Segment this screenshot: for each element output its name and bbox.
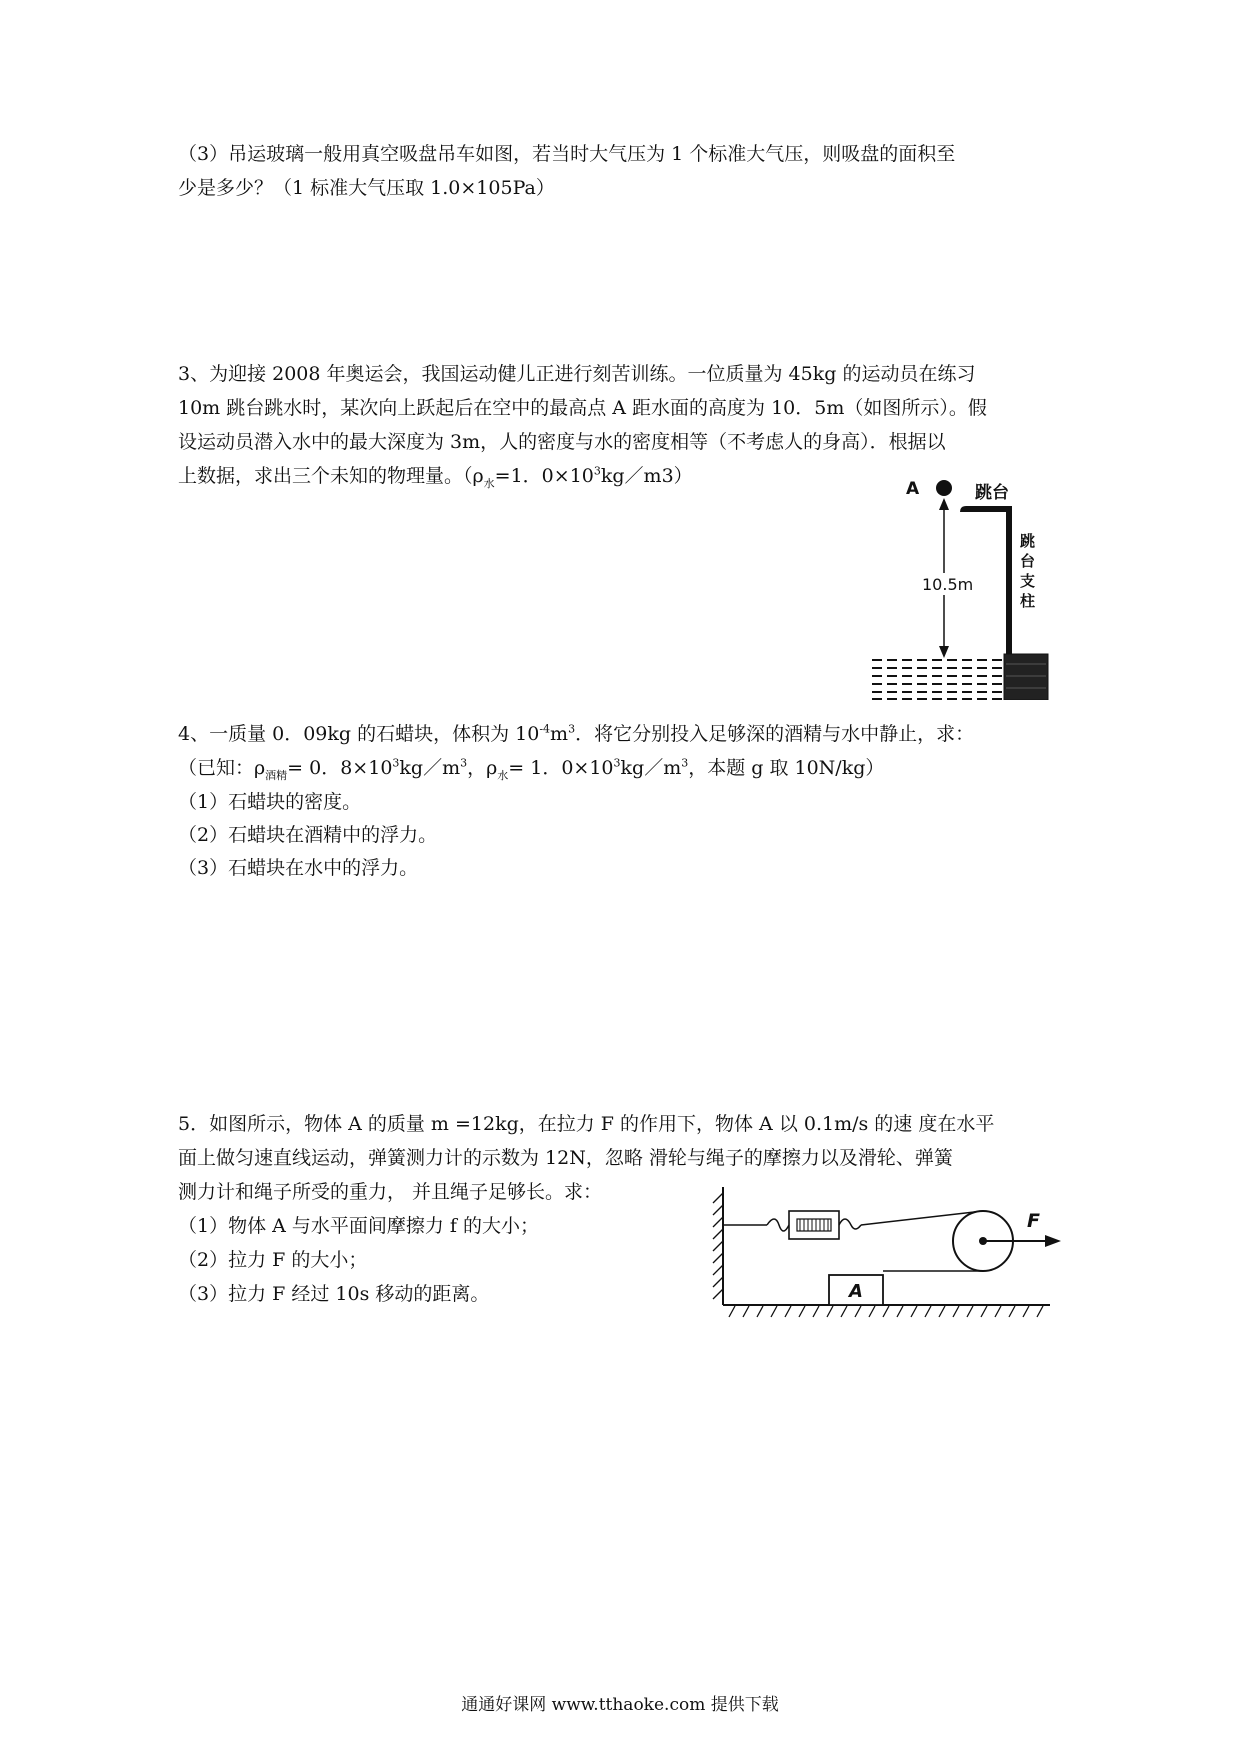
q3-line4 (178, 464, 693, 488)
q4-line1-sup: -4 (539, 722, 551, 736)
q4-line2-a: （已知：ρ (178, 757, 266, 779)
q4-line2-sup4: 3 (681, 756, 689, 770)
q4-line1 (178, 722, 974, 746)
q5-line2: 面上做匀速直线运动，弹簧测力计的示数为 12N，忽略 滑轮与绳子的摩擦力以及滑轮、弹簧 (178, 1147, 953, 1169)
platform-base (1004, 654, 1048, 700)
support-label-1: 跳 (1020, 532, 1036, 550)
q4-part1: （1）石蜡块的密度。 (178, 791, 362, 813)
q4-line2-e: = 1．0×10 (508, 757, 614, 779)
q4-line1-post: ．将它分别投入足够深的酒精与水中静止，求： (575, 723, 975, 745)
q4-line2-sup1: 3 (392, 756, 400, 770)
q5-line1: 5．如图所示，物体 A 的质量 m =12kg，在拉力 F 的作用下，物体 A 以 0.1m/s 的速 度在水平 (178, 1113, 995, 1135)
platform-label: 跳台 (975, 483, 1009, 503)
q4-line1-mid: m (550, 723, 569, 745)
wall-hatching (713, 1193, 723, 1299)
q4-line2-g: ，本题 g 取 10N/kg） (688, 757, 885, 779)
q3-line4-pre: 上数据，求出三个未知的物理量。（ρ (178, 465, 484, 487)
q4-line1-pre: 4、一质量 0．09kg 的石蜡块，体积为 10 (178, 723, 540, 745)
q4-part2: （2）石蜡块在酒精中的浮力。 (178, 824, 438, 846)
height-arrow-head-up (939, 498, 949, 510)
support-label-2: 台 (1020, 552, 1036, 570)
q2-part3-line2: 少是多少？（1 标准大气压取 1.0×105Pa） (178, 177, 555, 199)
point-a-label: A (906, 479, 920, 499)
q4-line2-f: kg／m (620, 757, 682, 779)
q2-part3-line1: （3）吊运玻璃一般用真空吸盘吊车如图，若当时大气压为 1 个标准大气压，则吸盘的面积至 (178, 143, 956, 165)
platform-support-column (1006, 506, 1012, 656)
q5-part1: （1）物体 A 与水平面间摩擦力 f 的大小； (178, 1215, 540, 1237)
hook-right (839, 1219, 861, 1229)
q4-line2-b: = 0．8×10 (287, 757, 393, 779)
pulley-figure (705, 1175, 1070, 1325)
q4-part3: （3）石蜡块在水中的浮力。 (178, 857, 419, 879)
q3-line4-sup: 3 (593, 464, 601, 478)
force-label: F (1027, 1210, 1040, 1232)
support-label-4: 柱 (1020, 592, 1036, 610)
q4-line2-d: ，ρ (467, 757, 498, 779)
platform-board (960, 506, 1012, 512)
block-a-label: A (849, 1281, 863, 1302)
hook-left (767, 1219, 789, 1231)
ground-hatching (729, 1306, 1043, 1317)
q3-line2: 10m 跳台跳水时，某次向上跃起后在空中的最高点 A 距水面的高度为 10．5m（如图所示）。假 (178, 397, 987, 419)
q5-part2: （2）拉力 F 的大小； (178, 1249, 368, 1271)
diving-platform-figure (860, 468, 1075, 700)
support-label-3: 支 (1020, 572, 1036, 590)
q3-line4-sub: 水 (483, 476, 495, 490)
q4-line2-sup2: 3 (460, 756, 468, 770)
q3-line4-mid: =1．0×10 (494, 465, 594, 487)
point-a-dot (936, 480, 952, 496)
q5-line3: 测力计和绳子所受的重力， 并且绳子足够长。求： (178, 1181, 603, 1203)
q4-line2 (178, 756, 884, 780)
q4-line2-sub2: 水 (497, 768, 509, 782)
q4-line2-sub1: 酒精 (265, 768, 288, 782)
q4-line2-sup3: 3 (613, 756, 621, 770)
force-arrow-head (1045, 1235, 1061, 1247)
q3-line1: 3、为迎接 2008 年奥运会，我国运动健儿正进行刻苦训练。一位质量为 45kg 的运动员在练习 (178, 363, 976, 385)
q3-line3: 设运动员潜入水中的最大深度为 3m，人的密度与水的密度相等（不考虑人的身高）．根据以 (178, 431, 946, 453)
q3-line4-post: kg／m3） (600, 465, 693, 487)
page-footer: 通通好课网 www.tthaoke.com 提供下载 (461, 1695, 779, 1715)
q4-line1-sup2: 3 (568, 722, 576, 736)
water-surface (872, 660, 1008, 699)
height-label: 10.5m (922, 575, 974, 594)
spring-scale-window (797, 1219, 831, 1231)
q5-part3: （3）拉力 F 经过 10s 移动的距离。 (178, 1283, 490, 1305)
q4-line2-c: kg／m (399, 757, 461, 779)
height-arrow-head-down (939, 646, 949, 658)
